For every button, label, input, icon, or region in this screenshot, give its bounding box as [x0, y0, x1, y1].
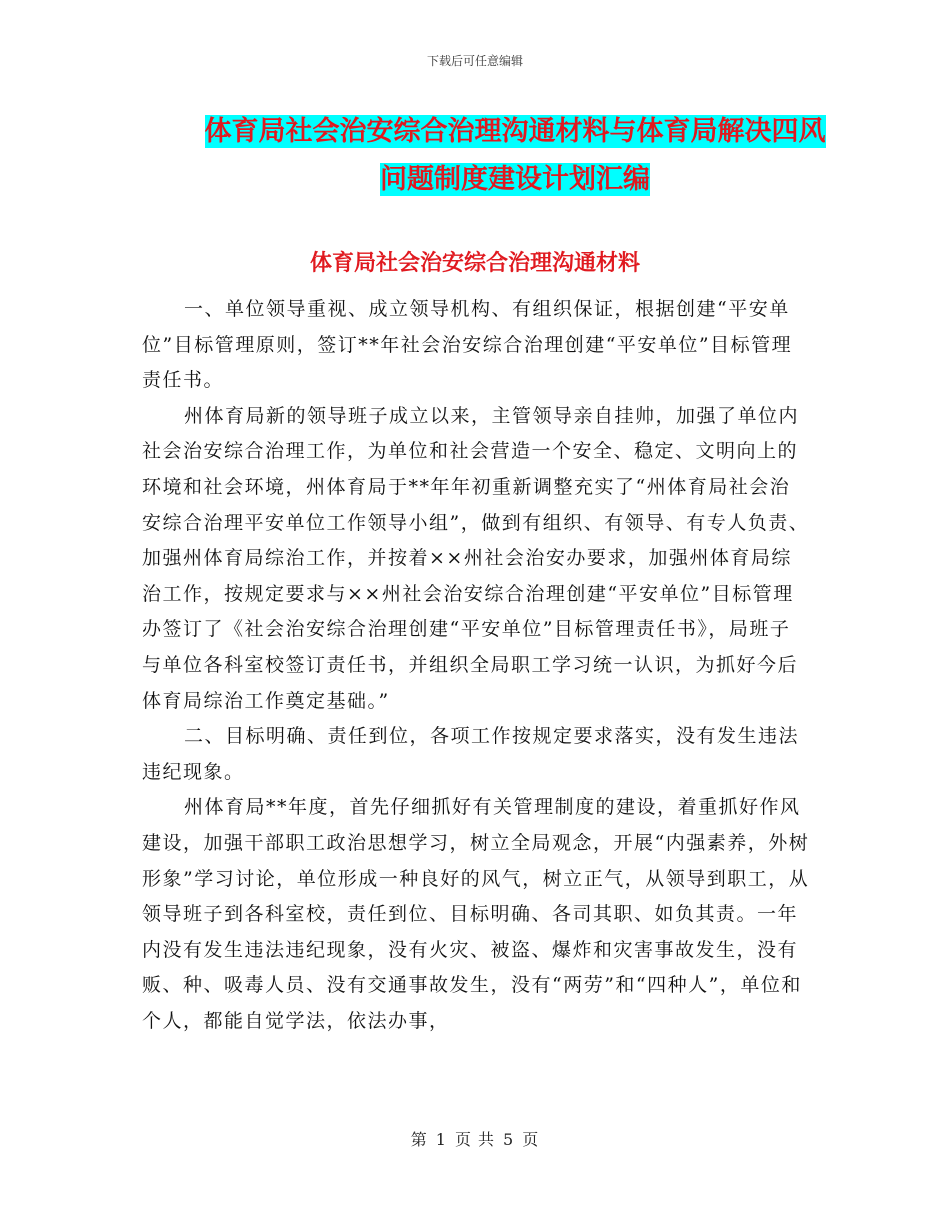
document-title-line-1: 体育局社会治安综合治理沟通材料与体育局解决四风	[204, 116, 826, 147]
document-title	[195, 108, 835, 204]
paragraph: 二、目标明确、责任到位，各项工作按规定要求落实，没有发生违法违纪现象。	[142, 725, 800, 783]
document-title-line-2: 问题制度建设计划汇编	[380, 164, 650, 195]
page-label-prefix: 第	[410, 1130, 428, 1149]
paragraph: 一、单位领导重视、成立领导机构、有组织保证，根据创建“平安单位”目标管理原则，签订**年社会治安综合治理创建“平安单位”目标管理责任书。	[142, 298, 793, 392]
page-footer	[0, 1127, 950, 1150]
document-body	[142, 292, 810, 1039]
paragraph: 州体育局**年度，首先仔细抓好有关管理制度的建设，着重抓好作风建设，加强干部职工政治思想学习，树立全局观念，开展“内强素养，外树形象”学习讨论，单位形成一种良好的风气，树立正气，从领导到职工，从领导班子到各科室校，责任到位、目标明确、各司其职、如负其责。一年内没有发生违法违纪现象，没有火灾、被盗、爆炸和灾害事故发生，没有贩、种、吸毒人员、没有交通事故发生，没有“两劳”和“四种人”，单位和个人，都能自觉学法，依法办事，	[142, 796, 810, 1032]
page-header-note: 下载后可任意编辑	[426, 54, 523, 68]
section-title: 体育局社会治安综合治理沟通材料	[309, 251, 640, 276]
total-pages: 5	[503, 1130, 515, 1149]
page-label-suffix: 页	[522, 1130, 540, 1149]
page-number: 1	[435, 1130, 447, 1149]
page-label-middle: 页 共	[454, 1130, 496, 1149]
paragraph: 州体育局新的领导班子成立以来，主管领导亲自挂帅，加强了单位内社会治安综合治理工作，为单位和社会营造一个安全、稳定、文明向上的环境和社会环境，州体育局于**年年初重新调整充实了“州体育局社会治安综合治理平安单位工作领导小组”，做到有组织、有领导、有专人负责、加强州体育局综治工作，并按着××州社会治安办要求，加强州体育局综治工作，按规定要求与××州社会治安综合治理创建“平安单位”目标管理办签订了《社会治安综合治理创建“平安单位”目标管理责任书》，局班子与单位各科室校签订责任书，并组织全局职工学习统一认识，为抓好今后体育局综治工作奠定基础。”	[142, 404, 810, 712]
